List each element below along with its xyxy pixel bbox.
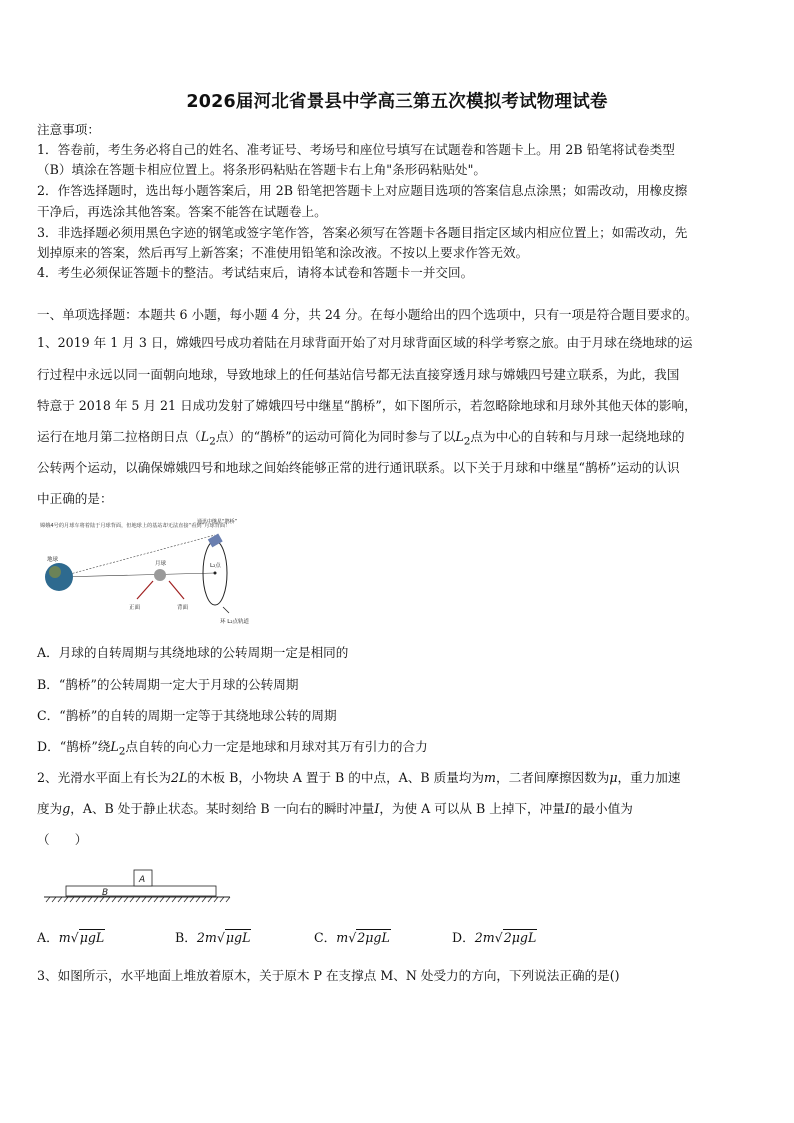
q2-text: 度为g，A、B 处于静止状态。某时刻给 B 一向右的瞬时冲量I，为使 A 可以从 B 上掉下，冲量I的最小值为 bbox=[37, 801, 633, 816]
board-b-label: B bbox=[102, 888, 109, 898]
q2-figure bbox=[42, 866, 232, 906]
q2-option-b: B．2m√μgL bbox=[175, 930, 251, 945]
front-label: 正面 bbox=[129, 605, 141, 611]
notice-heading: 注意事项： bbox=[37, 122, 100, 137]
relay-label: 通讯中继星“鹊桥” bbox=[197, 519, 238, 525]
earth-icon bbox=[45, 563, 73, 591]
orbit-label: 环 L₂点轨道 bbox=[220, 619, 250, 625]
q1-option-d: D．“鹊桥”绕$L_2$点自转的向心力一定是地球和月球对其万有引力的合力 bbox=[37, 739, 428, 758]
board-b bbox=[66, 886, 216, 896]
q2-option-c: C．m√2μgL bbox=[314, 930, 390, 945]
signal-line bbox=[59, 535, 215, 577]
section-heading: 一、单项选择题：本题共 6 小题，每小题 4 分，共 24 分。在每小题给出的四个选项中，只有一项是符合题目要求的。 bbox=[37, 307, 698, 322]
moon-label: 月球 bbox=[155, 561, 167, 567]
ground-hatch bbox=[46, 897, 230, 902]
notice-line: 1．答卷前，考生务必将自己的姓名、准考证号、考场号和座位号填写在试题卷和答题卡上。用 2B 铅笔将试卷类型 bbox=[37, 142, 675, 157]
q2-option-a: A．m√μgL bbox=[37, 930, 105, 945]
notice-line: 4．考生必须保证答题卡的整洁。考试结束后，请将本试卷和答题卡一并交回。 bbox=[37, 265, 474, 280]
q2-option-d: D．2m√2μgL bbox=[452, 930, 537, 945]
q1-text: 1、2019 年 1 月 3 日，嫦娥四号成功着陆在月球背面开始了对月球背面区域的科学考察之旅。由于月球在绕地球的运 bbox=[37, 335, 693, 350]
figure-caption: 嫦娥4号的月球车将着陆于月球背面，但地球上的基站却无法直接“看到”月球背面！ bbox=[40, 523, 231, 529]
notice-line: （B）填涂在答题卡相应位置上。将条形码粘贴在答题卡右上角"条形码粘贴处"。 bbox=[37, 162, 487, 177]
earth-label: 地球 bbox=[47, 557, 59, 563]
q1-option-c: C．“鹊桥”的自转的周期一定等于其绕地球公转的周期 bbox=[37, 708, 337, 723]
q1-figure bbox=[37, 517, 250, 629]
l2-label: L₂点 bbox=[210, 563, 221, 569]
q1-text: 行过程中永远以同一面朝向地球，导致地球上的任何基站信号都无法直接穿透月球与嫦娥四号建立联系，为此，我国 bbox=[37, 367, 680, 382]
q1-text: 运行在地月第二拉格朗日点（$L_2$点）的“鹊桥”的运动可简化为同时参与了以$L_2$点为中心的自转和与月球一起绕地球的 bbox=[37, 429, 685, 448]
moon-icon bbox=[154, 569, 166, 581]
q1-option-b: B．“鹊桥”的公转周期一定大于月球的公转周期 bbox=[37, 677, 299, 692]
back-arrow bbox=[169, 581, 184, 599]
q1-option-a: A．月球的自转周期与其绕地球的公转周期一定是相同的 bbox=[37, 645, 349, 660]
notice-line: 2．作答选择题时，选出每小题答案后，用 2B 铅笔把答题卡上对应题目选项的答案信息点涂黑；如需改动，用橡皮擦 bbox=[37, 183, 688, 198]
q1-text: 特意于 2018 年 5 月 21 日成功发射了嫦娥四号中继星“鹊桥”，如下图所示，若忽略除地球和月球外其他天体的影响， bbox=[37, 398, 697, 413]
earth-l2-line bbox=[59, 573, 215, 577]
q2-answer-paren: （ ） bbox=[37, 832, 88, 847]
exam-title: 2026届河北省景县中学高三第五次模拟考试物理试卷 bbox=[186, 92, 608, 112]
notice-line: 干净后，再选涂其他答案。答案不能答在试题卷上。 bbox=[37, 204, 327, 219]
back-label: 背面 bbox=[177, 605, 189, 611]
q3-text: 3、如图所示，水平地面上堆放着原木，关于原木 P 在支撑点 M、N 处受力的方向，下列说法正确的是() bbox=[37, 968, 620, 983]
block-a-label: A bbox=[139, 875, 146, 885]
front-arrow bbox=[137, 581, 153, 599]
q1-text: 中正确的是： bbox=[37, 491, 113, 506]
notice-line: 3．非选择题必须用黑色字迹的钢笔或签字笔作答，答案必须写在答题卡各题目指定区域内相应位置上；如需改动，先 bbox=[37, 225, 688, 240]
q2-text: 2、光滑水平面上有长为2L的木板 B，小物块 A 置于 B 的中点，A、B 质量均为m，二者间摩擦因数为μ，重力加速 bbox=[37, 770, 681, 785]
notice-line: 划掉原来的答案，然后再写上新答案；不准使用铅笔和涂改液。不按以上要求作答无效。 bbox=[37, 245, 529, 260]
q1-text: 公转两个运动，以确保嫦娥四号和地球之间始终能够正常的进行通讯联系。以下关于月球和中继星“鹊桥”运动的认识 bbox=[37, 460, 680, 475]
